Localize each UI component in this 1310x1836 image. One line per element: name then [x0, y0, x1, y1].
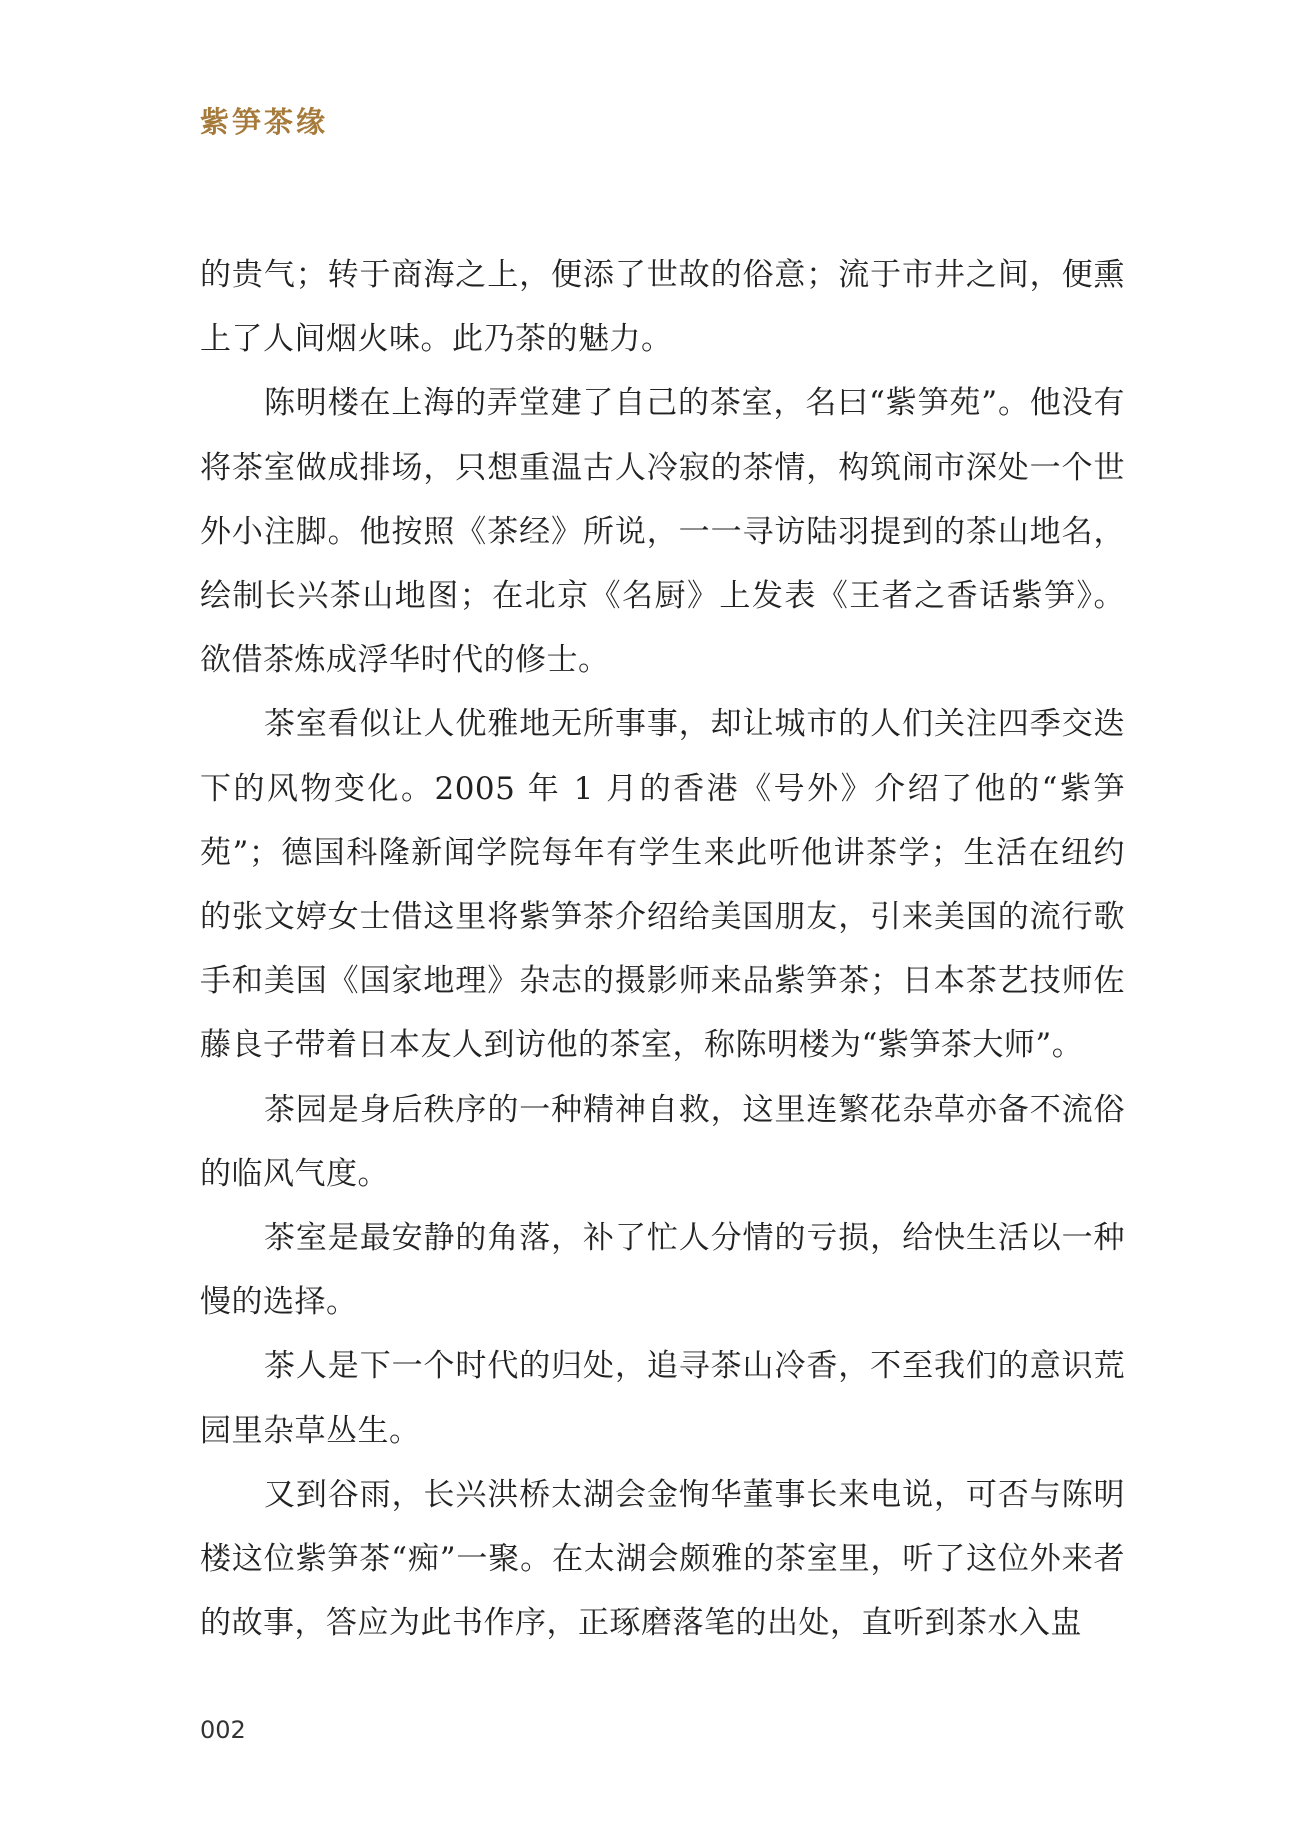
paragraph-tea-people: 茶人是下一个时代的归处，追寻茶山冷香，不至我们的意识荒园里杂草丛生。 [200, 1348, 1125, 1449]
body-text [200, 243, 1125, 1655]
paragraph-tea-garden: 茶园是身后秩序的一种精神自救，这里连繁花杂草亦备不流俗的临风气度。 [200, 1091, 1125, 1192]
paragraph-tea-room-founding: 陈明楼在上海的弄堂建了自己的茶室，名曰“紫笋苑”。他没有将茶室做成排场，只想重温古人冷寂的茶情，构筑闹市深处一个世外小注脚。他按照《茶经》所说，一一寻访陆羽提到的茶山地名，绘制长兴茶山地图；在北京《名厨》上发表《王者之香话紫笋》。欲借茶炼成浮华时代的修士。 [200, 385, 1125, 679]
page-number: 002 [200, 1716, 246, 1744]
paragraph-guyu-visit: 又到谷雨，长兴洪桥太湖会金恂华董事长来电说，可否与陈明楼这位紫笋茶“痴”一聚。在太湖会颇雅的茶室里，听了这位外来者的故事，答应为此书作序，正琢磨落笔的出处，直听到茶水入盅 [200, 1476, 1125, 1642]
paragraph-tea-room-visitors: 茶室看似让人优雅地无所事事，却让城市的人们关注四季交迭下的风物变化。2005 年 1 月的香港《号外》介绍了他的“紫笋苑”；德国科隆新闻学院每年有学生来此听他讲茶学；生活在纽约的张文婷女士借这里将紫笋茶介绍给美国朋友，引来美国的流行歌手和美国《国家地理》杂志的摄影师来品紫笋茶；日本茶艺技师佐藤良子带着日本友人到访他的茶室，称陈明楼为“紫笋茶大师”。 [200, 706, 1125, 1064]
paragraph-quiet-corner: 茶室是最安静的角落，补了忙人分情的亏损，给快生活以一种慢的选择。 [200, 1220, 1125, 1321]
paragraph-continued: 的贵气；转于商海之上，便添了世故的俗意；流于市井之间，便熏上了人间烟火味。此乃茶的魅力。 [200, 257, 1125, 358]
running-header: 紫笋茶缘 [200, 105, 329, 139]
